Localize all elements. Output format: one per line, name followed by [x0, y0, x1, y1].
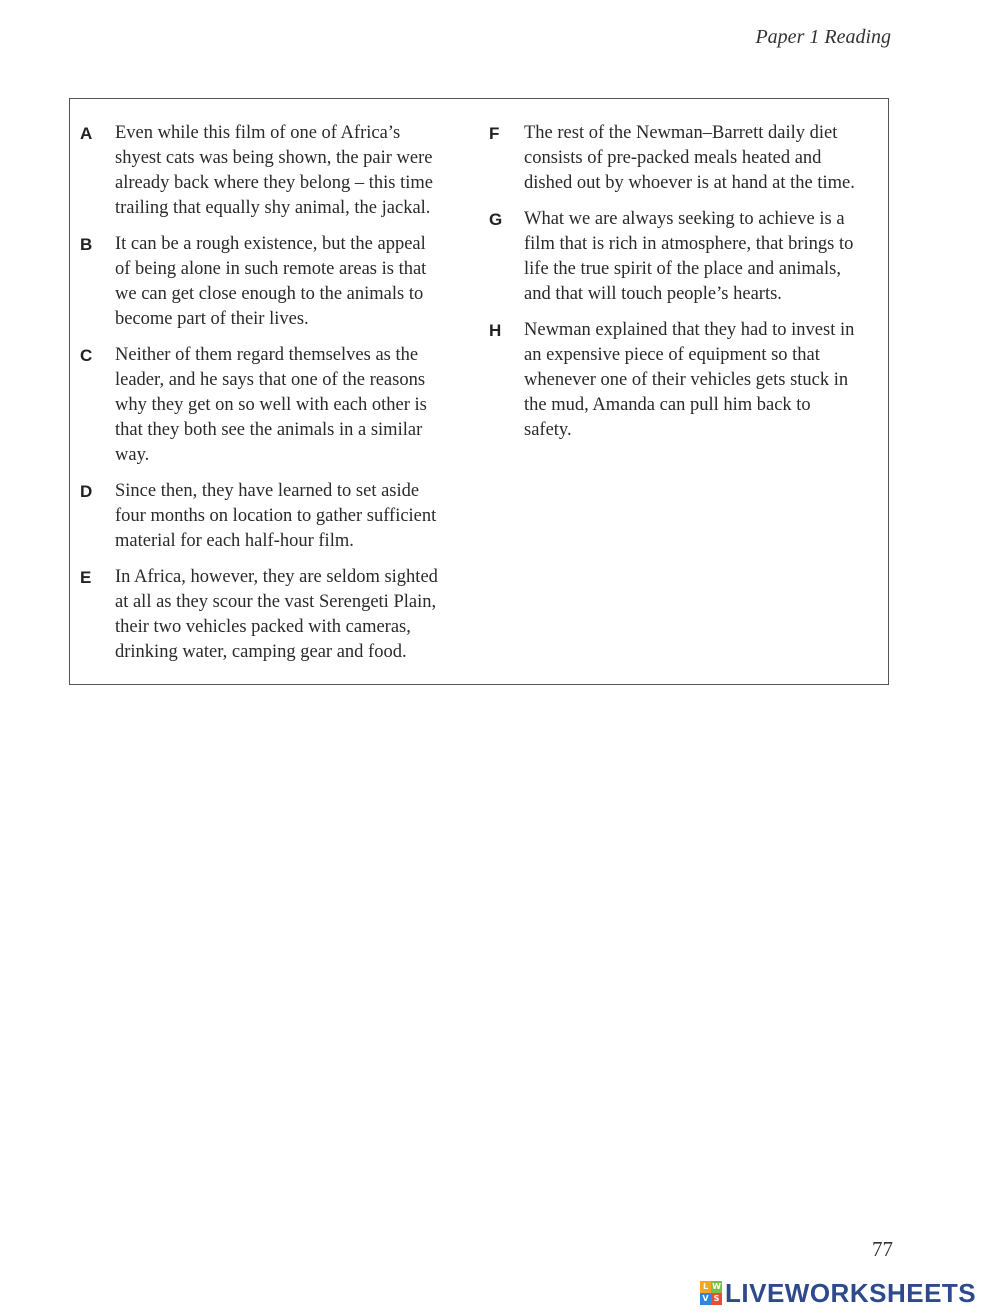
- option-letter: E: [80, 568, 92, 587]
- option-e: [80, 565, 465, 665]
- option-text: Even while this film of one of Africa’s shyest cats was being shown, the pair were already back where they belong – this time trailing that equally shy animal, the jackal.: [115, 123, 433, 218]
- option-letter: D: [80, 482, 93, 501]
- option-letter: G: [489, 210, 503, 229]
- logo-cell: S: [711, 1293, 722, 1305]
- option-text: The rest of the Newman–Barrett daily diet consists of pre-packed meals heated and dished out by whoever is at hand at the time.: [524, 123, 855, 193]
- option-letter: F: [489, 124, 500, 143]
- liveworksheets-logo-icon: [700, 1281, 722, 1305]
- option-h: [489, 318, 879, 443]
- options-box: [69, 98, 889, 685]
- running-head: Paper 1 Reading: [755, 26, 891, 48]
- option-letter: H: [489, 321, 502, 340]
- options-column-right: [489, 121, 879, 454]
- options-column-left: [80, 121, 465, 676]
- option-text: It can be a rough existence, but the appeal of being alone in such remote areas is that we can get close enough to the animals to become part of their lives.: [115, 234, 427, 329]
- option-letter: C: [80, 346, 93, 365]
- option-text: Since then, they have learned to set aside four months on location to gather sufficient material for each half-hour film.: [115, 481, 437, 551]
- option-d: [80, 479, 465, 554]
- page-number: 77: [872, 1237, 893, 1261]
- option-text: Neither of them regard themselves as the leader, and he says that one of the reasons why they get on so well with each other is that they both see the animals in a similar way.: [115, 345, 427, 465]
- option-letter: B: [80, 235, 93, 254]
- option-text: Newman explained that they had to invest in an expensive piece of equipment so that whenever one of their vehicles gets stuck in the mud, Amanda can pull him back to safety.: [524, 320, 855, 440]
- option-f: [489, 121, 879, 196]
- logo-cell: V: [700, 1293, 711, 1305]
- option-g: [489, 207, 879, 307]
- option-c: [80, 343, 465, 468]
- option-b: [80, 232, 465, 332]
- logo-cell: W: [712, 1282, 721, 1291]
- liveworksheets-watermark[interactable]: [700, 1278, 995, 1308]
- watermark-text: LIVEWORKSHEETS: [725, 1277, 977, 1308]
- logo-cell: L: [700, 1281, 711, 1293]
- option-letter: A: [80, 124, 93, 143]
- option-text: What we are always seeking to achieve is a film that is rich in atmosphere, that brings to life the true spirit of the place and animals, and that will touch people’s hearts.: [524, 209, 854, 304]
- option-a: [80, 121, 465, 221]
- option-text: In Africa, however, they are seldom sighted at all as they scour the vast Serengeti Plain, their two vehicles packed with cameras, drinking water, camping gear and food.: [115, 567, 438, 662]
